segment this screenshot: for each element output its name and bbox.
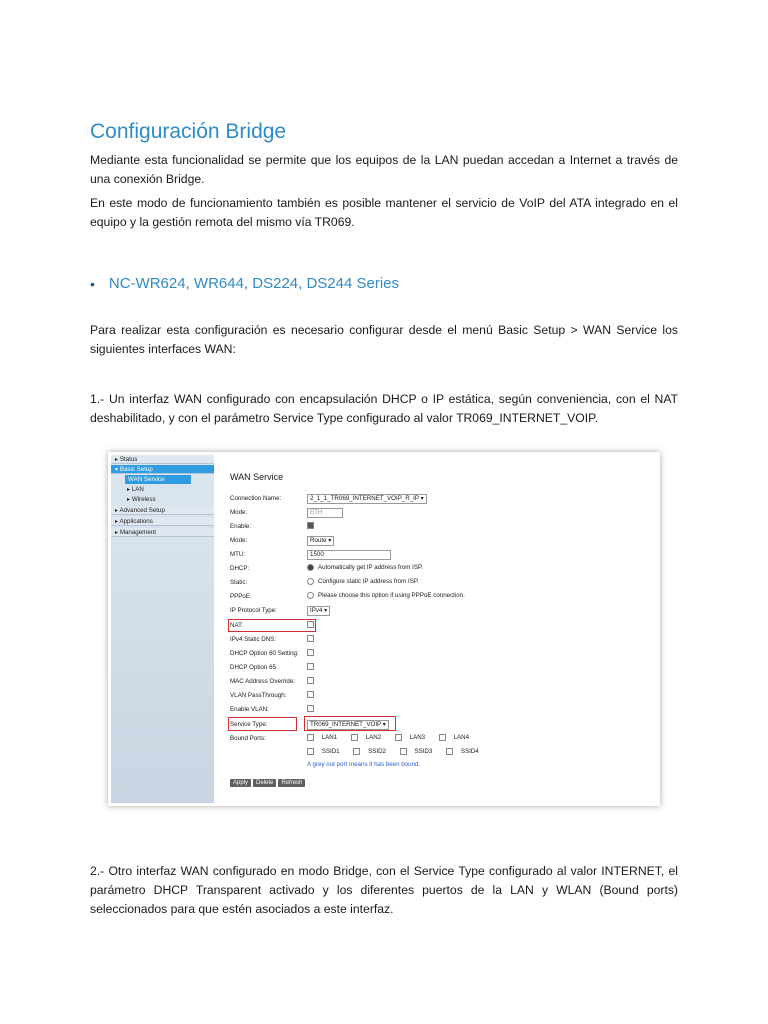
label: MAC Address Override: [230,678,295,685]
port-label: LAN1 [321,734,338,742]
ip-protocol-select[interactable]: IPv4 ▾ [307,606,330,616]
label: Bound Ports: [230,735,266,742]
route-select[interactable]: Route ▾ [307,536,334,546]
label: VLAN PassThrough: [230,692,287,699]
refresh-button[interactable]: Refresh [278,779,305,787]
opt65-checkbox[interactable] [307,663,314,670]
nav-wireless[interactable]: ▸ Wireless [127,496,156,503]
port-checkbox[interactable] [351,734,358,741]
instructions-paragraph: Para realizar esta configuración es necesario configurar desde el menú Basic Setup > WAN Service los siguientes interfaces WAN: [90,323,678,356]
label: PPPoE: [230,593,252,600]
label: DHCP: [230,565,250,572]
row-ipv4-dns [230,634,650,646]
page-title: Configuración Bridge [90,120,287,143]
static-text: Configure static IP address from ISP. [318,578,419,586]
nav-status[interactable]: ▸ Status [111,455,214,464]
router-sidebar [111,455,214,803]
static-radio[interactable] [307,578,314,585]
label: Mode: [230,509,248,516]
pppoe-radio[interactable] [307,592,314,599]
label: Service Type: [230,721,268,728]
section-heading [90,275,399,292]
row-mode [230,507,650,519]
nav-wan-service[interactable]: WAN Service [125,475,191,484]
ssid-label: SSID4 [460,748,479,756]
row-dhcp [230,563,650,575]
intro-paragraph-1: Mediante esta funcionalidad se permite que los equipos de la LAN puedan accedan a Internet a través de una conexión Bridge. [90,153,678,186]
router-screenshot [108,452,660,806]
row-note [230,760,650,772]
enable-vlan-checkbox[interactable] [307,705,314,712]
row-opt60 [230,648,650,660]
nav-lan[interactable]: ▸ LAN [127,486,144,493]
ssid-checkbox[interactable] [400,748,407,755]
label: DHCP Option 60 Setting: [230,650,299,657]
mtu-input[interactable]: 1500 [307,550,391,560]
row-ports-2 [230,747,650,759]
row-mtu [230,549,650,561]
opt60-checkbox[interactable] [307,649,314,656]
row-enable [230,521,650,533]
wan-service-form [220,455,657,803]
label: MTU: [230,551,246,558]
nav-advanced-setup[interactable]: ▸ Advanced Setup [111,506,214,515]
port-checkbox[interactable] [395,734,402,741]
step-2-paragraph: 2.- Otro interfaz WAN configurado en modo Bridge, con el Service Type configurado al valor INTERNET, el parámetro DHCP Transparent activado y los diferentes puertos de la LAN y WLAN (Bound ports) seleccionados para que estén asociados a este interfaz. [90,864,678,916]
ssid-label: SSID3 [414,748,433,756]
ssid-label: SSID2 [368,748,386,756]
row-opt65 [230,662,650,674]
label: Connection Name: [230,495,282,502]
nat-checkbox[interactable] [307,621,314,628]
row-mac-override [230,676,650,688]
row-bound-ports [230,733,650,745]
nav-management[interactable]: ▸ Management [111,528,214,537]
port-checkbox[interactable] [439,734,446,741]
bullet-icon: • [90,275,95,292]
ssid-checkbox[interactable] [307,748,314,755]
delete-button[interactable]: Delete [253,779,276,787]
pppoe-text: Please choose this option if using PPPoE connection. [318,592,465,600]
row-mode2 [230,535,650,547]
intro-paragraph-2: En este modo de funcionamiento también es posible mantener el servicio de VoIP del ATA integrado en el equipo y la gestión remota del mismo vía TR069. [90,196,678,229]
ssid-checkbox[interactable] [353,748,360,755]
port-label: LAN2 [365,734,382,742]
label: IPv4 Static DNS: [230,636,277,643]
row-nat [230,620,650,632]
dhcp-text: Automatically get IP address from ISP. [318,564,424,572]
row-static [230,577,650,589]
row-pppoe [230,591,650,603]
ipv4-dns-checkbox[interactable] [307,635,314,642]
vlan-pass-checkbox[interactable] [307,691,314,698]
bound-note: A grey out port means it has been bound. [307,761,421,768]
row-service-type [230,719,650,731]
label: NAT: [230,622,243,629]
row-connection-name [230,493,650,505]
apply-button[interactable]: Apply [230,779,251,787]
label: DHCP Option 65 [230,664,276,671]
row-ip-protocol [230,605,650,617]
label: Static: [230,579,248,586]
port-label: LAN4 [453,734,470,742]
mode-select[interactable]: ETH [307,508,343,518]
dhcp-radio[interactable] [307,564,314,571]
connection-name-select[interactable]: 2_1_1_TR069_INTERNET_VOIP_R_IP ▾ [307,494,427,504]
row-enable-vlan [230,704,650,716]
label: Enable VLAN: [230,706,269,713]
ssid-checkbox[interactable] [446,748,453,755]
port-label: LAN3 [409,734,426,742]
step-1-paragraph: 1.- Un interfaz WAN configurado con encapsulación DHCP o IP estática, según conveniencia, con el NAT deshabilitado, y con el parámetro Service Type configurado al valor TR069_INTERNET_VOIP. [90,392,678,425]
nav-applications[interactable]: ▸ Applications [111,517,214,526]
service-type-select[interactable]: TR069_INTERNET_VOIP ▾ [307,720,389,730]
label: IP Protocol Type: [230,607,277,614]
section-title: NC-WR624, WR644, DS224, DS244 Series [108,275,400,292]
label: Mode: [230,537,248,544]
label: Enable: [230,523,251,530]
nav-basic-setup[interactable]: ▾ Basic Setup [111,465,214,474]
ssid-label: SSID1 [321,748,340,756]
ports-row-2 [307,748,491,755]
button-row [230,779,650,791]
port-checkbox[interactable] [307,734,314,741]
mac-override-checkbox[interactable] [307,677,314,684]
row-vlan-pass [230,690,650,702]
ports-row-1 [307,734,481,741]
enable-checkbox[interactable] [307,522,314,529]
form-title: WAN Service [230,472,284,482]
